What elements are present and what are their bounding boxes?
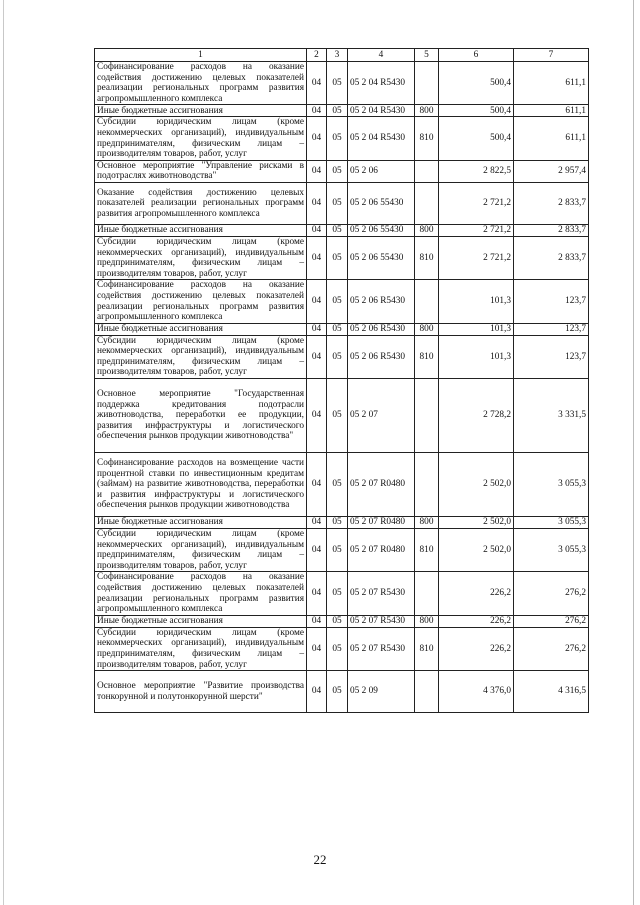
table-row — [95, 517, 589, 529]
row-section-code: 04 — [307, 323, 327, 335]
row-section-code: 04 — [307, 671, 327, 713]
budget-table — [94, 48, 589, 713]
row-expense-type: 800 — [415, 323, 439, 335]
row-description: Иные бюджетные ассигнования — [95, 615, 307, 627]
row-description: Софинансирование расходов на оказание содействия достижению целевых показателей реализации региональных программ развития агропромышленного комплекса — [95, 280, 307, 323]
row-description: Иные бюджетные ассигнования — [95, 517, 307, 529]
row-amount-year2: 611,1 — [514, 117, 589, 160]
row-description: Софинансирование расходов на оказание содействия достижению целевых показателей реализации региональных программ развития агропромышленного комплекса — [95, 572, 307, 615]
row-target-article: 05 2 07 R0480 — [348, 529, 415, 572]
row-section-code: 04 — [307, 335, 327, 378]
row-subsection-code: 05 — [327, 517, 348, 529]
table-header-row — [95, 49, 589, 62]
table-row — [95, 572, 589, 615]
row-expense-type — [415, 62, 439, 105]
row-description: Оказание содействия достижению целевых показателей реализации региональных программ развития агропромышленного комплекса — [95, 182, 307, 224]
table-row — [95, 529, 589, 572]
row-description: Основное мероприятие "Государственная поддержка кредитования подотрасли животноводства, переработки ее продукции, развития инфраструктуры и логистического обеспечения рынков продукции животноводства" — [95, 379, 307, 453]
scan-edge-right — [633, 0, 634, 905]
row-amount-year1: 101,3 — [439, 280, 514, 323]
row-description: Иные бюджетные ассигнования — [95, 323, 307, 335]
row-subsection-code: 05 — [327, 671, 348, 713]
row-amount-year2: 123,7 — [514, 323, 589, 335]
header-cell-4: 4 — [348, 49, 415, 62]
header-cell-3: 3 — [327, 49, 348, 62]
row-section-code: 04 — [307, 280, 327, 323]
table-row — [95, 615, 589, 627]
table-row — [95, 224, 589, 236]
table-row — [95, 182, 589, 224]
row-target-article: 05 2 06 R5430 — [348, 335, 415, 378]
row-target-article: 05 2 06 55430 — [348, 182, 415, 224]
row-amount-year1: 2 721,2 — [439, 182, 514, 224]
row-subsection-code: 05 — [327, 615, 348, 627]
row-section-code: 04 — [307, 517, 327, 529]
row-description: Субсидии юридическим лицам (кроме некоммерческих организаций), индивидуальным предпринимателям, физическим лицам – производителям товаров, работ, услуг — [95, 236, 307, 279]
row-description: Иные бюджетные ассигнования — [95, 224, 307, 236]
row-expense-type: 810 — [415, 627, 439, 670]
table-row — [95, 160, 589, 182]
row-amount-year1: 2 502,0 — [439, 517, 514, 529]
row-amount-year2: 2 957,4 — [514, 160, 589, 182]
row-amount-year2: 276,2 — [514, 627, 589, 670]
row-expense-type: 810 — [415, 335, 439, 378]
row-amount-year1: 226,2 — [439, 572, 514, 615]
row-amount-year1: 226,2 — [439, 615, 514, 627]
row-expense-type — [415, 160, 439, 182]
row-amount-year2: 123,7 — [514, 335, 589, 378]
row-subsection-code: 05 — [327, 182, 348, 224]
header-cell-6: 6 — [439, 49, 514, 62]
row-amount-year1: 101,3 — [439, 335, 514, 378]
row-section-code: 04 — [307, 627, 327, 670]
row-target-article: 05 2 06 — [348, 160, 415, 182]
table-row — [95, 105, 589, 117]
row-section-code: 04 — [307, 529, 327, 572]
row-expense-type — [415, 280, 439, 323]
row-section-code: 04 — [307, 379, 327, 453]
row-subsection-code: 05 — [327, 280, 348, 323]
row-target-article: 05 2 07 R5430 — [348, 572, 415, 615]
table-row — [95, 236, 589, 279]
row-amount-year2: 611,1 — [514, 105, 589, 117]
row-subsection-code: 05 — [327, 627, 348, 670]
row-amount-year1: 2 721,2 — [439, 224, 514, 236]
header-cell-7: 7 — [514, 49, 589, 62]
row-target-article: 05 2 04 R5430 — [348, 62, 415, 105]
row-expense-type: 800 — [415, 224, 439, 236]
row-description: Софинансирование расходов на оказание содействия достижению целевых показателей реализации региональных программ развития агропромышленного комплекса — [95, 62, 307, 105]
table-row — [95, 323, 589, 335]
row-expense-type: 810 — [415, 117, 439, 160]
row-amount-year1: 500,4 — [439, 105, 514, 117]
row-target-article: 05 2 07 — [348, 379, 415, 453]
row-description: Субсидии юридическим лицам (кроме некоммерческих организаций), индивидуальным предпринимателям, физическим лицам – производителям товаров, работ, услуг — [95, 627, 307, 670]
row-subsection-code: 05 — [327, 453, 348, 517]
scan-edge-left — [3, 0, 4, 905]
row-amount-year2: 3 055,3 — [514, 517, 589, 529]
row-subsection-code: 05 — [327, 323, 348, 335]
row-amount-year2: 276,2 — [514, 572, 589, 615]
row-amount-year1: 500,4 — [439, 117, 514, 160]
row-subsection-code: 05 — [327, 335, 348, 378]
header-cell-5: 5 — [415, 49, 439, 62]
row-description: Иные бюджетные ассигнования — [95, 105, 307, 117]
row-expense-type — [415, 379, 439, 453]
row-expense-type — [415, 671, 439, 713]
table-row — [95, 280, 589, 323]
row-amount-year2: 3 331,5 — [514, 379, 589, 453]
row-subsection-code: 05 — [327, 224, 348, 236]
row-amount-year2: 4 316,5 — [514, 671, 589, 713]
table-row — [95, 335, 589, 378]
row-expense-type: 800 — [415, 615, 439, 627]
row-subsection-code: 05 — [327, 379, 348, 453]
row-target-article: 05 2 06 55430 — [348, 236, 415, 279]
row-amount-year2: 3 055,3 — [514, 529, 589, 572]
table-row — [95, 453, 589, 517]
row-amount-year2: 276,2 — [514, 615, 589, 627]
row-description: Субсидии юридическим лицам (кроме некоммерческих организаций), индивидуальным предпринимателям, физическим лицам – производителям товаров, работ, услуг — [95, 117, 307, 160]
row-amount-year2: 2 833,7 — [514, 182, 589, 224]
row-section-code: 04 — [307, 105, 327, 117]
row-description: Субсидии юридическим лицам (кроме некоммерческих организаций), индивидуальным предпринимателям, физическим лицам – производителям товаров, работ, услуг — [95, 335, 307, 378]
header-cell-2: 2 — [307, 49, 327, 62]
row-expense-type: 810 — [415, 236, 439, 279]
row-section-code: 04 — [307, 572, 327, 615]
row-section-code: 04 — [307, 615, 327, 627]
row-amount-year2: 3 055,3 — [514, 453, 589, 517]
row-expense-type: 800 — [415, 105, 439, 117]
row-target-article: 05 2 06 55430 — [348, 224, 415, 236]
table-row — [95, 379, 589, 453]
row-amount-year1: 2 502,0 — [439, 453, 514, 517]
row-amount-year1: 2 721,2 — [439, 236, 514, 279]
row-target-article: 05 2 07 R0480 — [348, 453, 415, 517]
row-amount-year1: 2 822,5 — [439, 160, 514, 182]
row-subsection-code: 05 — [327, 105, 348, 117]
row-section-code: 04 — [307, 160, 327, 182]
row-target-article: 05 2 07 R5430 — [348, 615, 415, 627]
header-cell-1: 1 — [95, 49, 307, 62]
row-amount-year2: 2 833,7 — [514, 236, 589, 279]
row-section-code: 04 — [307, 182, 327, 224]
row-subsection-code: 05 — [327, 236, 348, 279]
row-target-article: 05 2 07 R0480 — [348, 517, 415, 529]
row-subsection-code: 05 — [327, 572, 348, 615]
table-row — [95, 117, 589, 160]
row-subsection-code: 05 — [327, 529, 348, 572]
row-amount-year2: 2 833,7 — [514, 224, 589, 236]
table-row — [95, 627, 589, 670]
row-amount-year1: 4 376,0 — [439, 671, 514, 713]
page-number: 22 — [313, 852, 327, 867]
row-amount-year1: 101,3 — [439, 323, 514, 335]
row-description: Софинансирование расходов на возмещение части процентной ставки по инвестиционным кредитам (займам) на развитие животноводства, переработки и развития инфраструктуры и логистического обеспечения рынков продукции животноводства — [95, 453, 307, 517]
row-expense-type: 810 — [415, 529, 439, 572]
table-row — [95, 671, 589, 713]
row-section-code: 04 — [307, 62, 327, 105]
table-body — [95, 62, 589, 713]
row-amount-year2: 611,1 — [514, 62, 589, 105]
row-description: Основное мероприятие "Управление рисками в подотраслях животноводства" — [95, 160, 307, 182]
row-section-code: 04 — [307, 453, 327, 517]
row-amount-year1: 226,2 — [439, 627, 514, 670]
row-amount-year2: 123,7 — [514, 280, 589, 323]
row-expense-type — [415, 453, 439, 517]
row-subsection-code: 05 — [327, 117, 348, 160]
row-description: Субсидии юридическим лицам (кроме некоммерческих организаций), индивидуальным предпринимателям, физическим лицам – производителям товаров, работ, услуг — [95, 529, 307, 572]
row-target-article: 05 2 04 R5430 — [348, 117, 415, 160]
row-section-code: 04 — [307, 224, 327, 236]
row-expense-type — [415, 182, 439, 224]
row-target-article: 05 2 09 — [348, 671, 415, 713]
row-expense-type — [415, 572, 439, 615]
row-amount-year1: 2 728,2 — [439, 379, 514, 453]
row-subsection-code: 05 — [327, 160, 348, 182]
row-amount-year1: 500,4 — [439, 62, 514, 105]
row-target-article: 05 2 07 R5430 — [348, 627, 415, 670]
row-section-code: 04 — [307, 117, 327, 160]
row-description: Основное мероприятие "Развитие производства тонкорунной и полутонкорунной шерсти" — [95, 671, 307, 713]
row-target-article: 05 2 04 R5430 — [348, 105, 415, 117]
row-expense-type: 800 — [415, 517, 439, 529]
row-section-code: 04 — [307, 236, 327, 279]
row-target-article: 05 2 06 R5430 — [348, 280, 415, 323]
row-target-article: 05 2 06 R5430 — [348, 323, 415, 335]
row-subsection-code: 05 — [327, 62, 348, 105]
row-amount-year1: 2 502,0 — [439, 529, 514, 572]
table-row — [95, 62, 589, 105]
